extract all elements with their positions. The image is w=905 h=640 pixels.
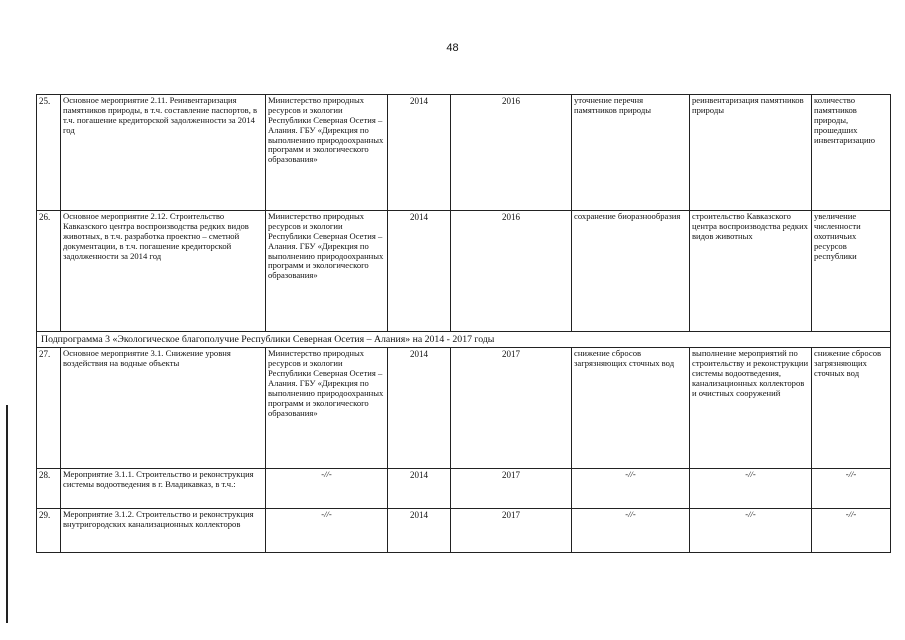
activity-cell: Мероприятие 3.1.1. Строительство и реконструкция системы водоотведения в г. Владикавказ, в т.ч.: bbox=[61, 469, 266, 509]
start-year-cell: 2014 bbox=[388, 348, 451, 469]
activity-cell: Основное мероприятие 2.12. Строительство Кавказского центра воспроизводства редких видов животных, в т.ч. разработка проектно – сметной документации, в т.ч. погашение кредиторской задолженности за 2014 год bbox=[61, 211, 266, 332]
page-number: 48 bbox=[446, 42, 459, 54]
row-number: 27. bbox=[37, 348, 61, 469]
result-cell: уточнение перечня памятников природы bbox=[572, 95, 690, 211]
indicator-cell: снижение сбросов загрязняющих сточных вод bbox=[812, 348, 891, 469]
content-cell: -//- bbox=[690, 509, 812, 553]
executor-cell: -//- bbox=[266, 509, 388, 553]
end-year-cell: 2017 bbox=[451, 509, 572, 553]
start-year-cell: 2014 bbox=[388, 509, 451, 553]
table-row bbox=[37, 469, 891, 509]
content-cell: выполнение мероприятий по строительству и реконструкции системы водоотведения, канализационных коллекторов и очистных сооружений bbox=[690, 348, 812, 469]
row-number: 25. bbox=[37, 95, 61, 211]
row-number: 28. bbox=[37, 469, 61, 509]
result-cell: -//- bbox=[572, 469, 690, 509]
start-year-cell: 2014 bbox=[388, 211, 451, 332]
activity-cell: Основное мероприятие 3.1. Снижение уровня воздействия на водные объекты bbox=[61, 348, 266, 469]
content-cell: строительство Кавказского центра воспроизводства редких видов животных bbox=[690, 211, 812, 332]
activity-cell: Мероприятие 3.1.2. Строительство и реконструкция внутригородских канализационных коллекторов bbox=[61, 509, 266, 553]
executor-cell: Министерство природных ресурсов и экологии Республики Северная Осетия – Алания. ГБУ «Дирекция по выполнению природоохранных программ и экологического образования» bbox=[266, 348, 388, 469]
executor-cell: Министерство природных ресурсов и экологии Республики Северная Осетия – Алания. ГБУ «Дирекция по выполнению природоохранных программ и экологического образования» bbox=[266, 95, 388, 211]
indicator-cell: увеличение численности охотничьих ресурсов республики bbox=[812, 211, 891, 332]
executor-cell: Министерство природных ресурсов и экологии Республики Северная Осетия – Алания. ГБУ «Дирекция по выполнению природоохранных программ и экологического образования» bbox=[266, 211, 388, 332]
activity-cell: Основное мероприятие 2.11. Реинвентаризация памятников природы, в т.ч. составление паспортов, в т.ч. погашение кредиторской задолженности за 2014 год bbox=[61, 95, 266, 211]
end-year-cell: 2016 bbox=[451, 95, 572, 211]
end-year-cell: 2016 bbox=[451, 211, 572, 332]
indicator-cell: -//- bbox=[812, 469, 891, 509]
subprogram-row bbox=[37, 332, 891, 348]
subprogram-title: Подпрограмма 3 «Экологическое благополучие Республики Северная Осетия – Алания» на 2014 - 2017 годы bbox=[37, 332, 891, 348]
start-year-cell: 2014 bbox=[388, 95, 451, 211]
table-row bbox=[37, 509, 891, 553]
row-number: 26. bbox=[37, 211, 61, 332]
indicator-cell: -//- bbox=[812, 509, 891, 553]
content-cell: -//- bbox=[690, 469, 812, 509]
result-cell: снижение сбросов загрязняющих сточных вод bbox=[572, 348, 690, 469]
table-row bbox=[37, 95, 891, 211]
end-year-cell: 2017 bbox=[451, 348, 572, 469]
program-table bbox=[36, 94, 891, 553]
result-cell: -//- bbox=[572, 509, 690, 553]
content-cell: реинвентаризация памятников природы bbox=[690, 95, 812, 211]
end-year-cell: 2017 bbox=[451, 469, 572, 509]
margin-line bbox=[6, 405, 8, 623]
row-number: 29. bbox=[37, 509, 61, 553]
result-cell: сохранение биоразнообразия bbox=[572, 211, 690, 332]
table-row bbox=[37, 211, 891, 332]
start-year-cell: 2014 bbox=[388, 469, 451, 509]
executor-cell: -//- bbox=[266, 469, 388, 509]
table-row bbox=[37, 348, 891, 469]
indicator-cell: количество памятников природы, прошедших инвентаризацию bbox=[812, 95, 891, 211]
